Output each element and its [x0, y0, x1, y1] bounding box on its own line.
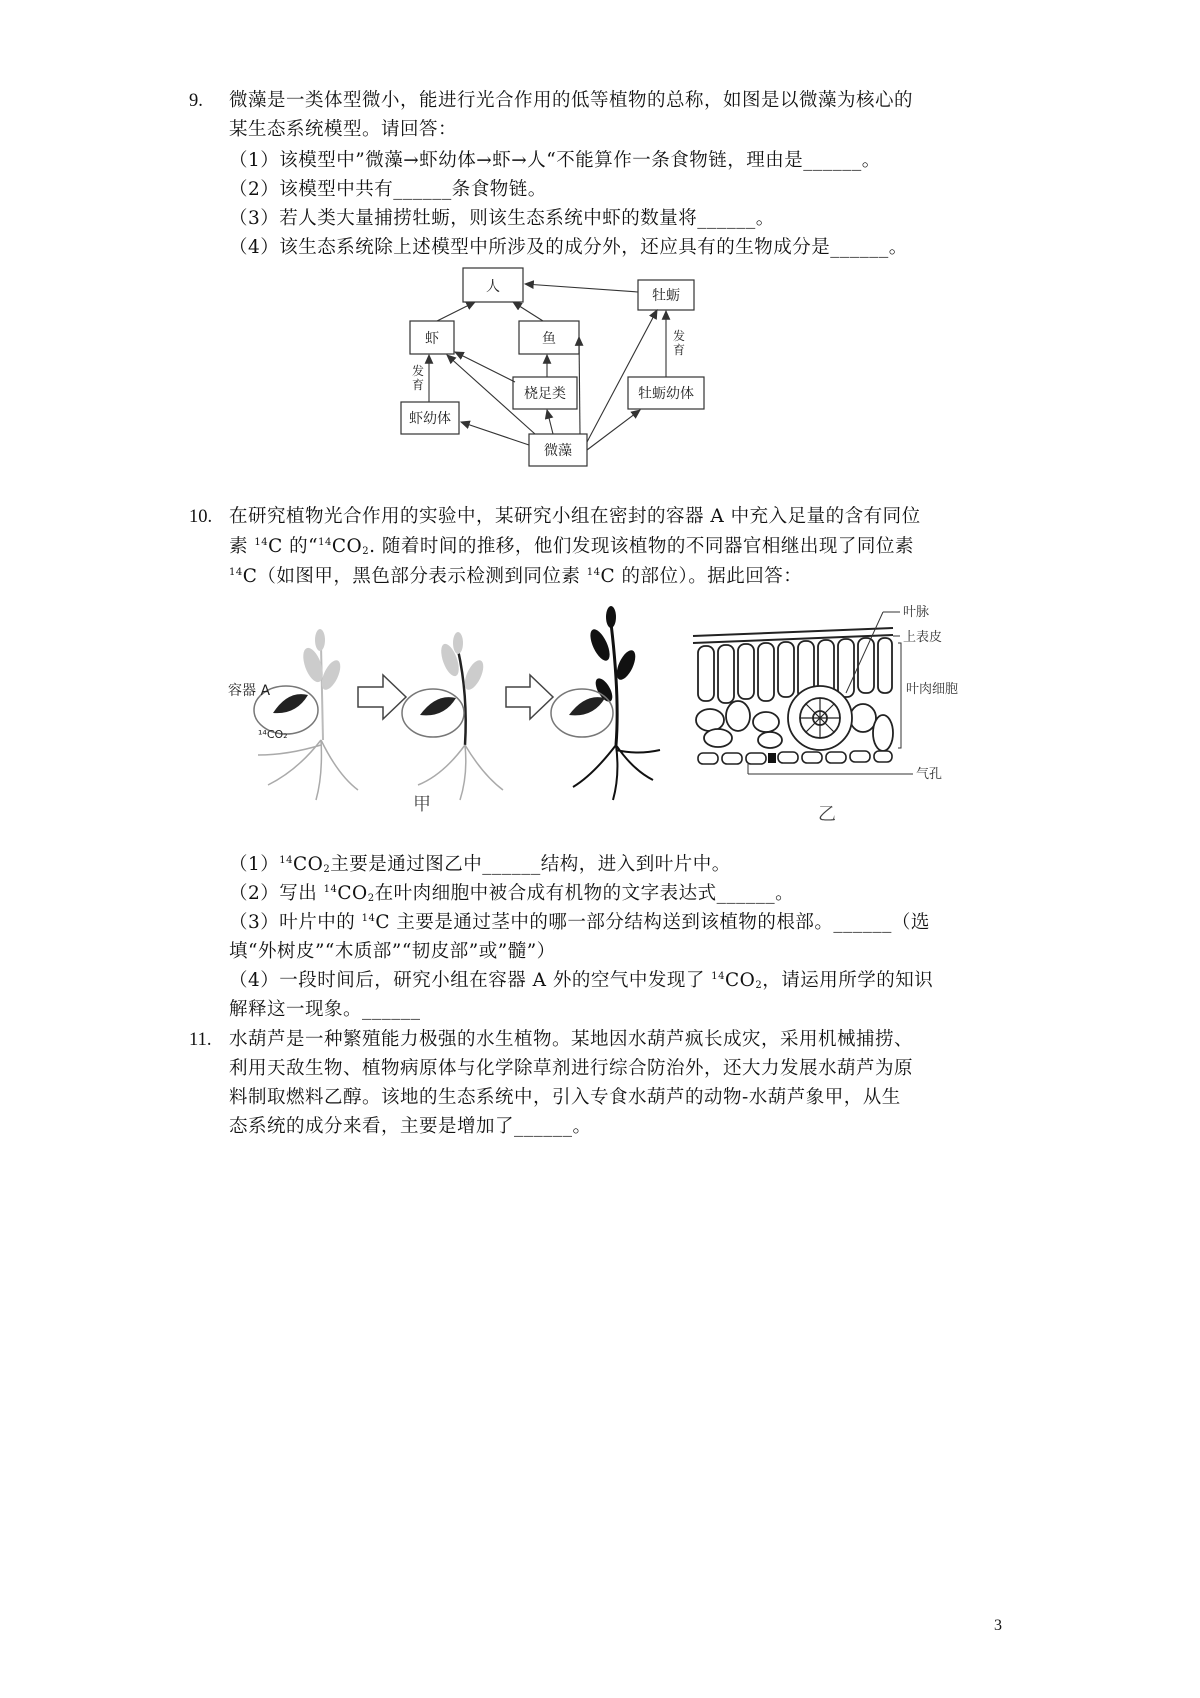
arrow-algae-oyster [587, 310, 657, 442]
co2-label: ¹⁴CO₂ [258, 728, 288, 741]
q9-stem-line2: 某生态系统模型。请回答： [229, 119, 458, 140]
q10-number: 10. [189, 507, 213, 527]
develop-label-left-1: 发 [411, 364, 425, 378]
q9-sub2: （2）该模型中共有______条食物链。 [229, 179, 547, 200]
label-upper-epidermis: 上表皮 [903, 630, 943, 645]
figure-yi-label: 乙 [818, 804, 836, 825]
food-web-diagram [395, 262, 725, 477]
label-copepod: 桡足类 [524, 386, 566, 402]
develop-label-right-1: 发 [672, 329, 686, 343]
label-stoma: 气孔 [916, 767, 943, 782]
q10-sub4: （4）一段时间后，研究小组在容器 A 外的空气中发现了 $^{14}CO_2$，请运用所学的知识 [229, 970, 934, 991]
figure-jia-label: 甲 [413, 794, 431, 815]
q11-number: 11. [189, 1030, 212, 1050]
container-a-label: 容器 A [228, 683, 271, 699]
arrow-algae-fish [579, 337, 580, 434]
q11-line2: 利用天敌生物、植物病原体与化学除草剂进行综合防治外，还大力发展水葫芦为原 [229, 1058, 914, 1079]
arrow-oyster-human [525, 284, 638, 292]
q11-line4: 态系统的成分来看，主要是增加了______。 [229, 1116, 592, 1137]
page-number: 3 [994, 1617, 1002, 1634]
q9-sub3: （3）若人类大量捕捞牡蛎，则该生态系统中虾的数量将______。 [229, 208, 775, 229]
develop-label-right-2: 育 [672, 343, 686, 357]
q10-sub1: $(1)^{14}CO_2$主要是通过图乙中______结构，进入到叶片中。 [229, 854, 731, 875]
label-oyster-larva: 牡蛎幼体 [638, 386, 694, 402]
q9-sub4: （4）该生态系统除上述模型中所涉及的成分外，还应具有的生物成分是______。 [229, 237, 908, 258]
lower-epidermis [698, 751, 892, 764]
arrow-1 [358, 675, 406, 719]
q10-stem-line1: 在研究植物光合作用的实验中，某研究小组在密封的容器 A 中充入足量的含有同位 [229, 506, 921, 527]
plant-stage-2 [402, 632, 503, 800]
label-shrimp: 虾 [425, 331, 439, 347]
q10-sub4-line2: 解释这一现象。______ [229, 999, 421, 1020]
arrow-algae-oysterlarva [587, 410, 640, 450]
label-mesophyll: 叶肉细胞 [906, 682, 959, 697]
q10-sub3-line2: 填“外树皮”“木质部”“韧皮部”或”髓”） [229, 941, 556, 962]
develop-label-left-2: 育 [411, 378, 425, 392]
figure-yi [688, 598, 988, 828]
palisade-cells [698, 638, 892, 703]
q10-stem-line2: 素 $^{14}$C 的“$^{14}CO_2$. 随着时间的推移，他们发现该植物的不同器官相继出现了同位素 [229, 536, 914, 557]
stoma-guard [768, 753, 776, 763]
vein-bundle [788, 686, 852, 750]
arrow-fish-human [513, 302, 543, 321]
arrow-algae-shrimplarva [461, 422, 529, 445]
label-human: 人 [486, 279, 500, 295]
arrow-2 [506, 675, 553, 719]
arrow-algae-copepod [547, 410, 553, 434]
figure-jia [228, 605, 668, 815]
label-microalgae: 微藻 [544, 443, 572, 459]
label-leaf-vein: 叶脉 [903, 605, 930, 620]
arrow-copepod-shrimp [455, 352, 515, 382]
label-oyster: 牡蛎 [652, 288, 680, 304]
label-fish: 鱼 [542, 331, 556, 347]
q10-stem-line3: $^{14}$C（如图甲，黑色部分表示检测到同位素 $^{14}$C 的部位）。据此回答： [229, 566, 803, 587]
q10-sub2: （2）写出 $^{14}CO_2$在叶肉细胞中被合成有机物的文字表达式______。 [229, 883, 795, 904]
q11-line1: 水葫芦是一种繁殖能力极强的水生植物。某地因水葫芦疯长成灾，采用机械捕捞、 [229, 1029, 914, 1050]
q10-sub3: （3）叶片中的 $^{14}$C 主要是通过茎中的哪一部分结构送到该植物的根部。______（选 [229, 912, 930, 933]
label-shrimp-larva: 虾幼体 [409, 411, 451, 427]
plant-stage-1 [228, 629, 358, 800]
q11-line3: 料制取燃料乙醇。该地的生态系统中，引入专食水葫芦的动物-水葫芦象甲，从生 [229, 1087, 901, 1108]
q9-stem-line1: 微藻是一类体型微小，能进行光合作用的低等植物的总称，如图是以微藻为核心的 [229, 90, 914, 111]
plant-stage-3 [551, 606, 660, 800]
q9-sub1: （1）该模型中”微藻→虾幼体→虾→人“不能算作一条食物链，理由是______。 [229, 150, 881, 171]
arrow-shrimp-human [437, 302, 475, 321]
leaf-cross-section [693, 628, 893, 764]
q9-number: 9. [189, 91, 203, 111]
